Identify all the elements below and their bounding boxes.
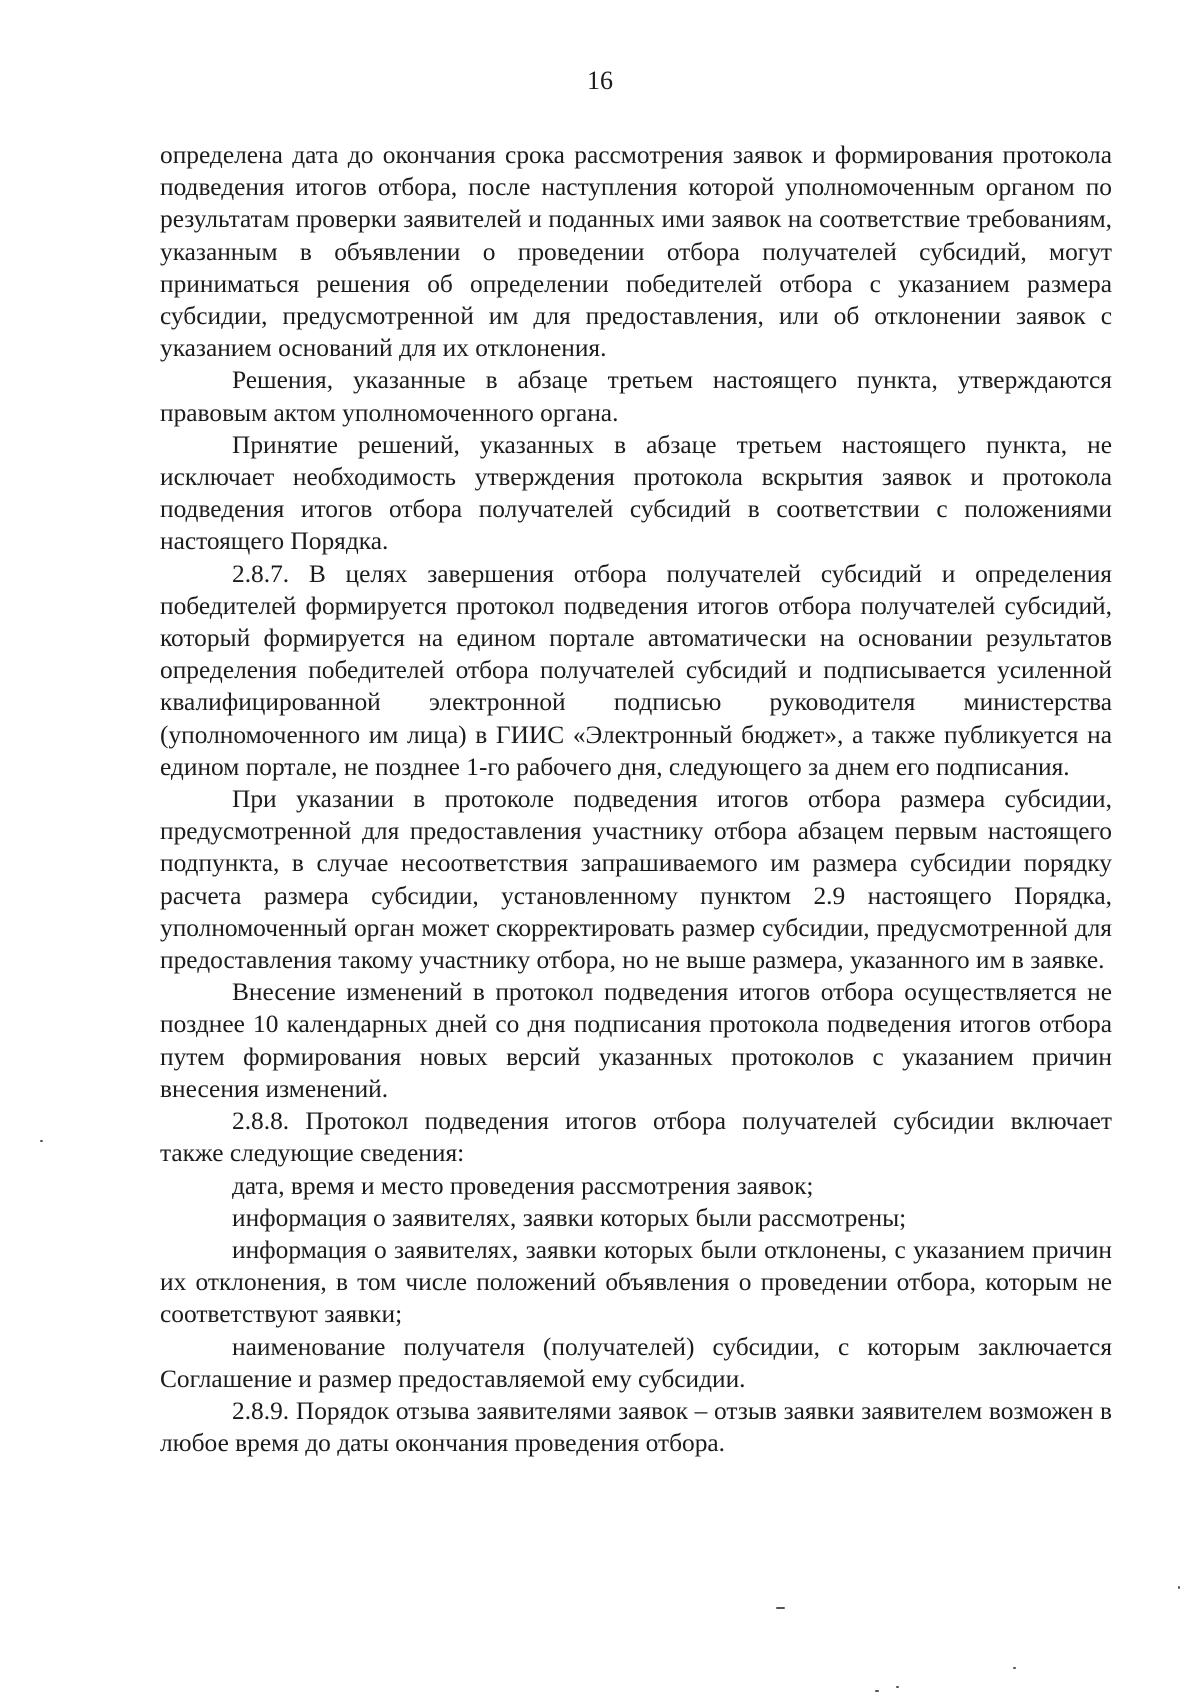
list-item-rejected-applicants: информация о заявителях, заявки которых были отклонены, с указанием причин их отклонения, в том числе положений объявления о проведении отбора, которым не соответствуют заявки; <box>160 1235 1112 1329</box>
scan-speck <box>776 1607 785 1609</box>
paragraph-continuation: определена дата до окончания срока рассмотрения заявок и формирования протокола подведения итогов отбора, после наступления которой уполномоченным органом по результатам проверки заявителей и поданных ими заявок на соответствие требованиям, указанным в объявлении о проведении отбора получателей субсидий, могут приниматься решения об определении победителей отбора с указанием размера субсидии, предусмотренной им для предоставления, или об отклонении заявок с указанием оснований для их отклонения. <box>160 141 1112 363</box>
page-number: 16 <box>587 66 613 95</box>
scan-speck <box>1013 1667 1016 1669</box>
list-item-date-time-place: дата, время и место проведения рассмотрения заявок; <box>232 1171 814 1200</box>
paragraph-2-8-7: 2.8.7. В целях завершения отбора получателей субсидий и определения победителей формируется протокол подведения итогов отбора получателей субсидий, который формируется на едином портале автоматически на основании результатов определения победителей отбора получателей субсидий и подписывается усиленной квалифицированной электронной подписью руководителя министерства (уполномоченного им лица) в ГИИС «Электронный бюджет», а также публикуется на едином портале, не позднее 1-го рабочего дня, следующего за днем его подписания. <box>160 559 1112 781</box>
scan-speck <box>875 1690 879 1692</box>
list-item-recipient-name: наименование получателя (получателей) субсидии, с которым заключается Соглашение и размер предоставляемой ему субсидии. <box>160 1332 1112 1393</box>
paragraph-decisions-approval: Решения, указанные в абзаце третьем настоящего пункта, утверждаются правовым актом уполномоченного органа. <box>160 366 1112 427</box>
paragraph-protocol-changes: Внесение изменений в протокол подведения итогов отбора осуществляется не позднее 10 календарных дней со дня подписания протокола подведения итогов отбора путем формирования новых версий указанных протоколов с указанием причин внесения изменений. <box>160 978 1112 1103</box>
list-item-reviewed-applicants: информация о заявителях, заявки которых были рассмотрены; <box>232 1203 907 1232</box>
paragraph-subsidy-correction: При указании в протоколе подведения итогов отбора размера субсидии, предусмотренной для предоставления участнику отбора абзацем первым настоящего подпункта, в случае несоответствия запрашиваемого им размера субсидии порядку расчета размера субсидии, установленному пунктом 2.9 настоящего Порядка, уполномоченный орган может скорректировать размер субсидии, предусмотренной для предоставления такому участнику отбора, но не выше размера, указанного им в заявке. <box>160 785 1112 975</box>
paragraph-2-8-8: 2.8.8. Протокол подведения итогов отбора получателей субсидии включает также следующие сведения: <box>160 1107 1112 1168</box>
scan-speck <box>1178 1586 1180 1589</box>
scan-speck <box>896 1686 899 1688</box>
paragraph-2-8-9: 2.8.9. Порядок отзыва заявителями заявок – отзыв заявки заявителем возможен в любое время до даты окончания проведения отбора. <box>160 1396 1112 1458</box>
paragraph-decisions-protocol: Принятие решений, указанных в абзаце третьем настоящего пункта, не исключает необходимость утверждения протокола вскрытия заявок и протокола подведения итогов отбора получателей субсидий в соответствии с положениями настоящего Порядка. <box>160 430 1112 556</box>
scan-speck <box>40 1140 43 1142</box>
document-body <box>160 139 1112 1459</box>
